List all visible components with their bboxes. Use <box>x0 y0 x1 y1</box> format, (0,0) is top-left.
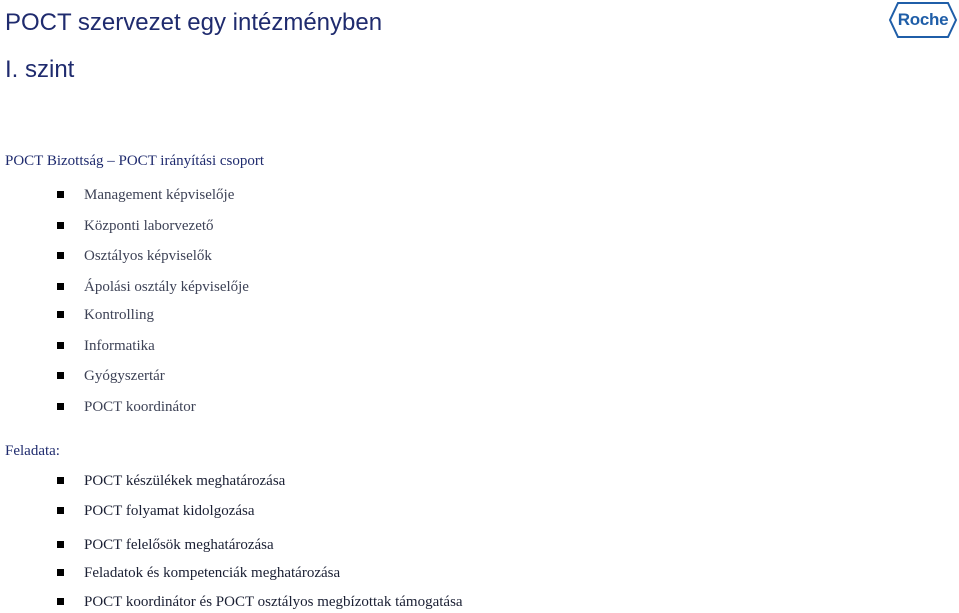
level-subtitle: I. szint <box>5 56 75 83</box>
list-item-text: Osztályos képviselők <box>84 248 212 264</box>
list-item <box>57 562 340 584</box>
square-bullet-icon <box>57 403 64 410</box>
list-item-text: Ápolási osztály képviselője <box>84 279 249 295</box>
list-item-text: POCT koordinátor és POCT osztályos megbízottak támogatása <box>84 594 463 610</box>
list-item-text: POCT folyamat kidolgozása <box>84 503 255 519</box>
square-bullet-icon <box>57 372 64 379</box>
page-title: POCT szervezet egy intézményben <box>5 9 383 36</box>
tasks-heading: Feladata: <box>5 443 60 459</box>
square-bullet-icon <box>57 507 64 514</box>
list-item-text: POCT készülékek meghatározása <box>84 473 286 489</box>
square-bullet-icon <box>57 342 64 349</box>
list-item <box>57 304 154 326</box>
roche-logo <box>888 1 958 39</box>
list-item <box>57 215 214 237</box>
list-item <box>57 470 285 492</box>
list-item-text: Management képviselője <box>84 187 235 203</box>
list-item-text: Feladatok és kompetenciák meghatározása <box>84 565 341 581</box>
square-bullet-icon <box>57 222 64 229</box>
list-item <box>57 500 255 522</box>
list-item-text: Kontrolling <box>84 307 154 323</box>
list-item <box>57 365 165 387</box>
list-item-text: Központi laborvezető <box>84 218 214 234</box>
committee-heading: POCT Bizottság – POCT irányítási csoport <box>5 153 265 169</box>
square-bullet-icon <box>57 191 64 198</box>
square-bullet-icon <box>57 283 64 290</box>
list-item-text: POCT koordinátor <box>84 399 196 415</box>
list-item <box>57 534 274 556</box>
list-item <box>57 335 155 357</box>
list-item <box>57 591 463 613</box>
list-item-text: POCT felelősök meghatározása <box>84 537 274 553</box>
list-item <box>57 396 196 418</box>
square-bullet-icon <box>57 569 64 576</box>
list-item-text: Gyógyszertár <box>84 368 165 384</box>
logo-text: Roche <box>897 10 949 29</box>
square-bullet-icon <box>57 598 64 605</box>
list-item <box>57 245 212 267</box>
list-item-text: Informatika <box>84 338 155 354</box>
square-bullet-icon <box>57 477 64 484</box>
square-bullet-icon <box>57 311 64 318</box>
list-item <box>57 184 234 206</box>
list-item <box>57 276 249 298</box>
square-bullet-icon <box>57 252 64 259</box>
square-bullet-icon <box>57 541 64 548</box>
